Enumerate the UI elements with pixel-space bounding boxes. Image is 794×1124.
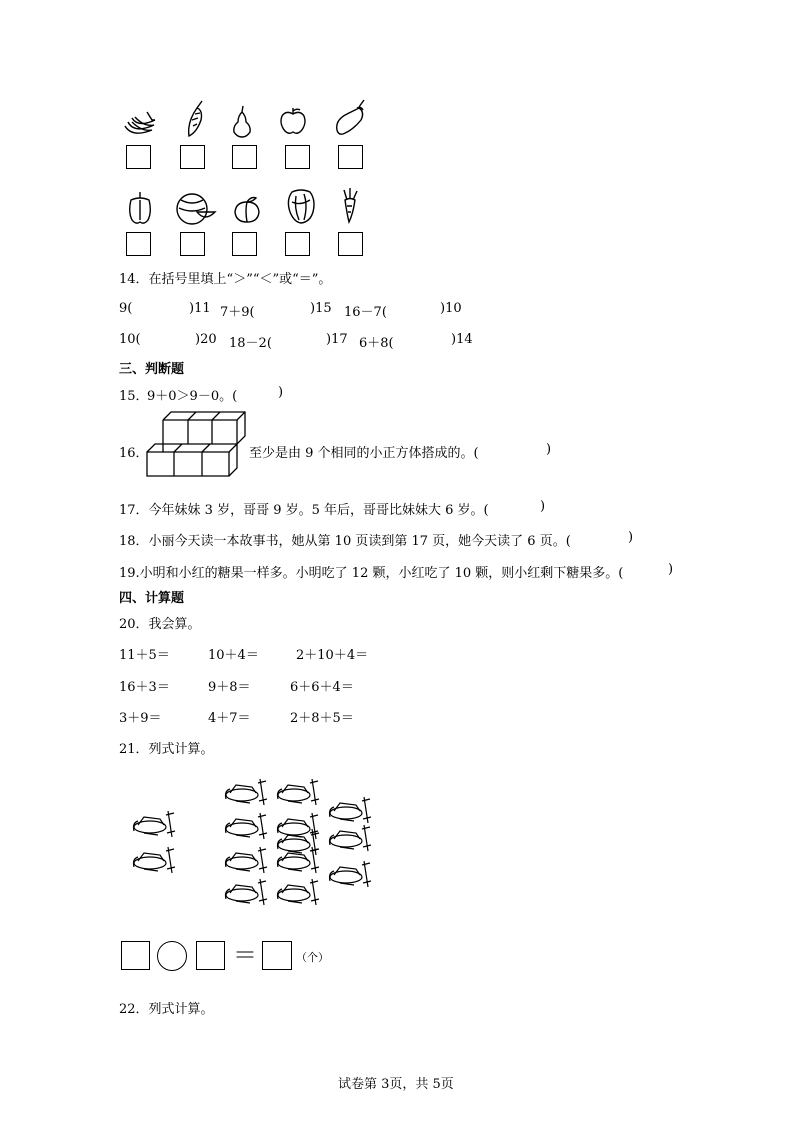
q14-item: )11 xyxy=(189,301,211,316)
airplane-icon xyxy=(222,875,274,911)
section-heading-judgement: 三、判断题 xyxy=(119,362,185,377)
calc-item: 2＋10＋4＝ xyxy=(296,648,369,663)
equation-box[interactable] xyxy=(196,941,225,970)
calc-item: 2＋8＋5＝ xyxy=(290,711,354,726)
page-footer: 试卷第 3页，共 5页 xyxy=(338,1077,454,1092)
airplane-icon xyxy=(222,843,274,879)
question-text: 18．小丽今天读一本故事书，她从第 10 页读到第 17 页，她今天读了 6 页。( xyxy=(119,534,571,549)
answer-box[interactable] xyxy=(180,232,205,256)
apple-icon xyxy=(278,106,308,140)
question-21-title: 21．列式计算。 xyxy=(119,742,214,757)
answer-box[interactable] xyxy=(232,145,257,169)
calc-item: 4＋7＝ xyxy=(208,711,251,726)
answer-box[interactable] xyxy=(126,232,151,256)
answer-box[interactable] xyxy=(180,145,205,169)
banana-icon xyxy=(122,108,158,142)
q14-item: )10 xyxy=(440,301,462,316)
q14-item: )15 xyxy=(310,301,332,316)
cabbage-icon xyxy=(284,186,318,230)
answer-paren-close: ) xyxy=(668,562,674,577)
bell-pepper-icon xyxy=(126,190,154,230)
airplane-icon xyxy=(274,875,326,911)
q14-item: 10( xyxy=(119,332,141,347)
unit-label: （个） xyxy=(296,951,329,964)
airplane-icon xyxy=(274,775,326,811)
section-heading-calculation: 四、计算题 xyxy=(119,591,185,606)
question-14-title: 14．在括号里填上“＞”“＜”或“＝”。 xyxy=(119,272,332,287)
calc-item: 11＋5＝ xyxy=(119,648,170,663)
q14-item: )20 xyxy=(195,332,217,347)
pear-icon xyxy=(231,104,253,142)
airplane-icon xyxy=(130,807,182,843)
calc-item: 3＋9＝ xyxy=(119,711,162,726)
calc-item: 9＋8＝ xyxy=(208,680,251,695)
equation-box[interactable] xyxy=(262,941,292,970)
equation-box[interactable] xyxy=(121,941,150,970)
q14-item: )14 xyxy=(451,332,473,347)
equals-sign: ＝ xyxy=(233,941,257,969)
airplane-icon xyxy=(326,857,378,893)
q14-item: 7＋9( xyxy=(220,305,255,320)
answer-paren-close: ) xyxy=(546,442,552,457)
q14-item: )17 xyxy=(326,332,348,347)
airplane-icon xyxy=(274,825,326,861)
answer-paren-close: ) xyxy=(278,385,284,400)
question-20-title: 20．我会算。 xyxy=(119,617,201,632)
calc-item: 10＋4＝ xyxy=(208,648,259,663)
question-text: 19.小明和小红的糖果一样多。小明吃了 12 颗，小红吃了 10 颗，则小红剩下糖果多。( xyxy=(119,566,624,581)
airplane-icon xyxy=(222,775,274,811)
answer-paren-close: ) xyxy=(540,499,546,514)
question-number: 16． xyxy=(119,446,149,461)
calc-item: 6＋6＋4＝ xyxy=(290,680,354,695)
answer-box[interactable] xyxy=(338,232,363,256)
operator-circle[interactable] xyxy=(157,941,187,971)
carrot-icon xyxy=(339,186,361,228)
cube-stack-figure xyxy=(147,410,247,488)
watermelon-icon xyxy=(175,192,217,230)
peach-icon xyxy=(232,194,262,228)
question-text: 至少是由 9 个相同的小正方体搭成的。( xyxy=(249,446,479,461)
answer-box[interactable] xyxy=(285,145,310,169)
question-22-title: 22．列式计算。 xyxy=(119,1002,214,1017)
q14-item: 6＋8( xyxy=(359,336,394,351)
calc-item: 16＋3＝ xyxy=(119,680,170,695)
answer-box[interactable] xyxy=(232,232,257,256)
answer-paren-close: ) xyxy=(628,530,634,545)
airplane-picture xyxy=(118,765,398,915)
question-number: 15． xyxy=(119,389,149,404)
airplane-icon xyxy=(222,809,274,845)
q14-item: 18－2( xyxy=(229,336,272,351)
eggplant-icon xyxy=(333,98,369,142)
q14-item: 9( xyxy=(119,301,133,316)
answer-box[interactable] xyxy=(338,145,363,169)
bitter-melon-icon xyxy=(183,100,207,144)
q14-item: 16－7( xyxy=(344,305,387,320)
airplane-icon xyxy=(130,843,182,879)
question-text: 17．今年妹妹 3 岁，哥哥 9 岁。5 年后，哥哥比妹妹大 6 岁。( xyxy=(119,503,489,518)
answer-box[interactable] xyxy=(126,145,151,169)
answer-box[interactable] xyxy=(285,232,310,256)
airplane-icon xyxy=(326,821,378,857)
question-text: 9＋0＞9－0。( xyxy=(147,389,238,404)
